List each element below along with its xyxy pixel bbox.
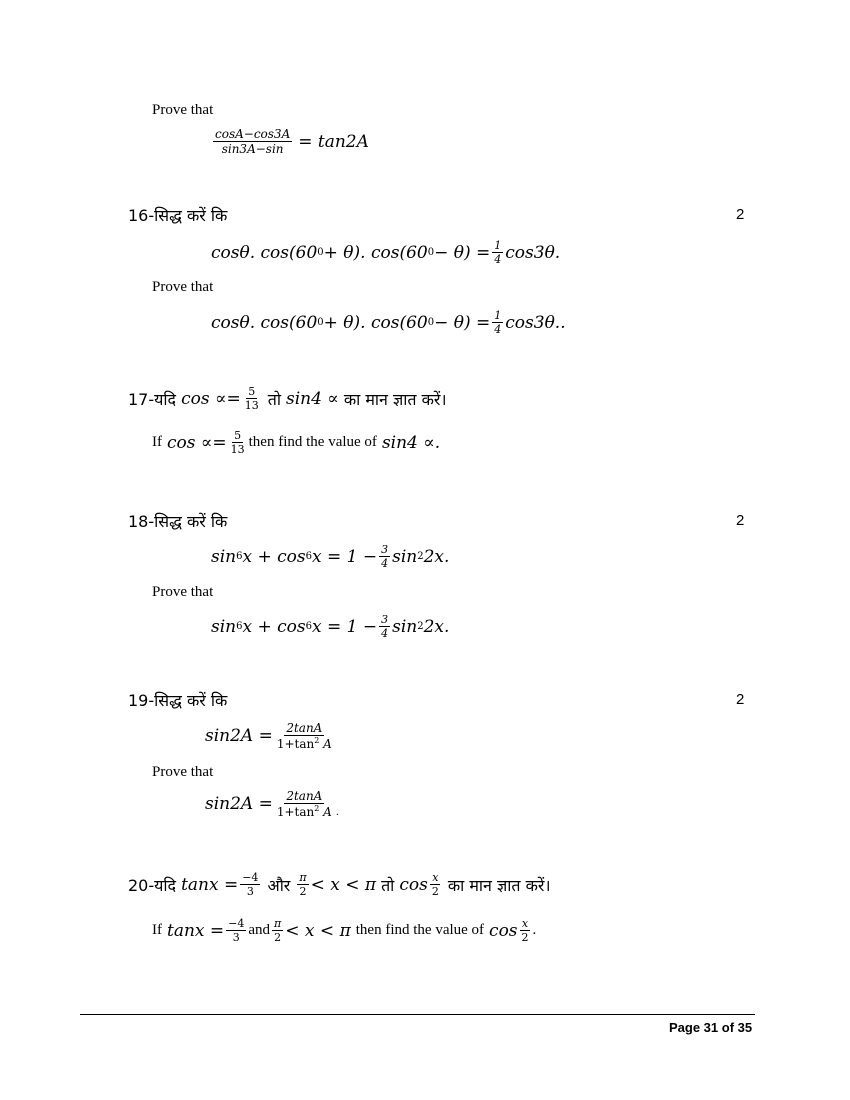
intro-rhs: = tan2A	[298, 131, 369, 152]
q19-label: 19-सिद्ध करें कि	[128, 691, 228, 710]
q18-equation-hi: sin 6 x + cos 6 x = 1 − $\frac{3}{4}$ sin 2 2x.	[211, 543, 450, 570]
q18-prove-label: Prove that	[152, 584, 214, 600]
q20-english-line: If tanx = $\frac{-4}{3}$ and $\frac{\pi}{2}$ < x < π then find the value of cos $\frac{x}{2}$ .	[152, 917, 537, 944]
q19-prove-label: Prove that	[152, 764, 214, 780]
q18-label: 18-सिद्ध करें कि	[128, 512, 228, 531]
q17-label: 17-यदि	[128, 389, 177, 409]
q16-label: 16-सिद्ध करें कि	[128, 206, 228, 225]
q16-marks: 2	[736, 206, 745, 223]
intro-frac-num: cosA−cos3A	[215, 127, 291, 141]
q16-prove-label: Prove that	[152, 279, 214, 295]
q20-hindi-line: 20-यदि tanx = $\frac{-4}{3}$ और $\frac{\pi}{2}$ < x < π तो cos $\frac{x}{2}$ का मान ज्ञात करें।	[128, 871, 551, 898]
q16-equation-en: cosθ. cos(60 0 + θ). cos(60 0 − θ) = $\frac{1}{4}$ cos3θ..	[211, 309, 566, 336]
q17-english-line: If cos ∝= $\frac{5}{13}$ then find the value of sin4 ∝.	[152, 429, 441, 456]
q18-equation-en: sin 6 x + cos 6 x = 1 − $\frac{3}{4}$ sin 2 2x.	[211, 613, 450, 640]
q20-label: 20-यदि	[128, 875, 177, 895]
q19-marks: 2	[736, 691, 745, 708]
intro-prove-label: Prove that	[152, 102, 214, 118]
q19-equation-hi: sin2A = $\frac{2\tan A}{1+\tan^2 A}$	[205, 721, 332, 751]
q17-hindi-line: 17-यदि cos ∝= $\frac{5}{13}$ तो sin4 ∝ का मान ज्ञात करें।	[128, 385, 447, 412]
intro-frac-den: sin3A−sin	[221, 142, 284, 156]
q16-equation-hi: cosθ. cos(60 0 + θ). cos(60 0 − θ) = $\frac{1}{4}$ cos3θ.	[211, 239, 561, 266]
intro-equation	[211, 128, 369, 155]
q18-marks: 2	[736, 512, 745, 529]
footer-rule	[80, 1014, 755, 1015]
q19-equation-en: sin2A = $\frac{2\tan A}{1+\tan^2 A}$ .	[205, 789, 340, 819]
page-number: Page 31 of 35	[669, 1020, 753, 1035]
